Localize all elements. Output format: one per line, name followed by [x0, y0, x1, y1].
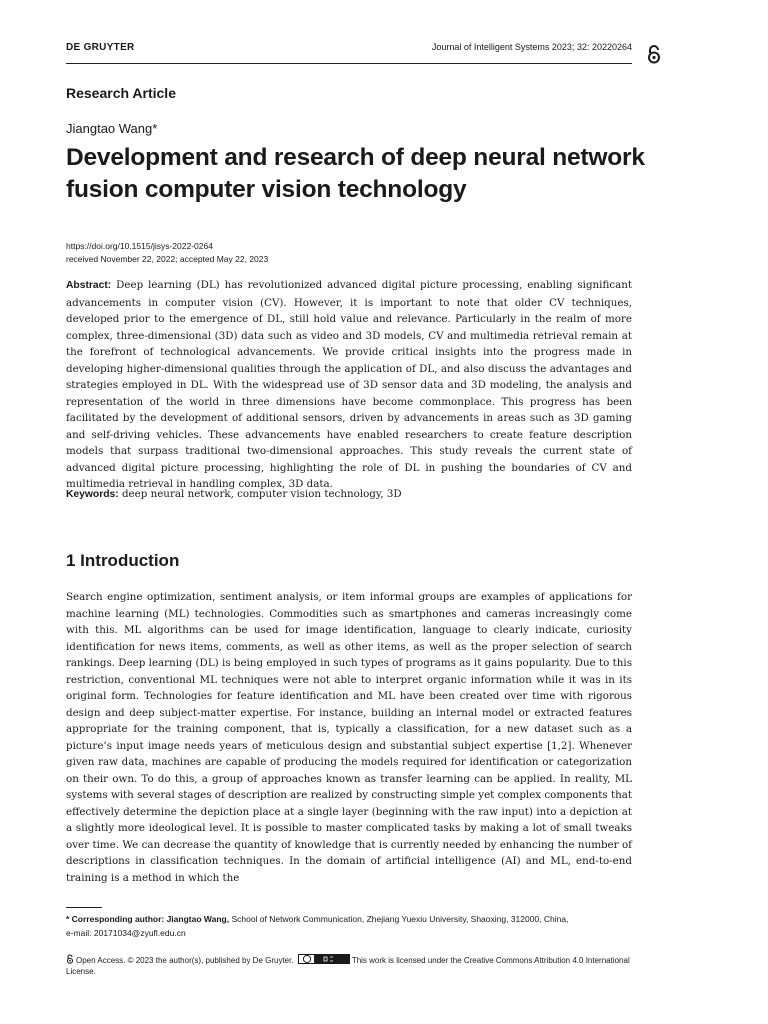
keywords	[66, 486, 632, 504]
abstract	[66, 277, 632, 493]
doi-link[interactable]: https://doi.org/10.1515/jisys-2022-0264	[66, 241, 213, 251]
running-header	[66, 41, 632, 64]
journal-reference: Journal of Intelligent Systems 2023; 32: 20220264	[431, 42, 632, 52]
keywords-label: Keywords:	[66, 489, 119, 500]
section-heading-introduction: 1 Introduction	[66, 551, 180, 570]
corresponding-author-footnote	[66, 912, 632, 940]
license-text-part2: This work is licensed under the Creative Commons Attribution 4.0 International License.	[66, 956, 630, 976]
open-access-icon	[66, 954, 74, 964]
author-name: Jiangtao Wang*	[66, 121, 158, 136]
license-text-part1: Open Access. © 2023 the author(s), published by De Gruyter.	[76, 956, 294, 965]
cc-by-license-icon[interactable]	[298, 954, 350, 964]
footnote-label: * Corresponding author: Jiangtao Wang,	[66, 914, 230, 924]
footnote-affiliation: School of Network Communication, Zhejiang Yuexiu University, Shaoxing, 312000, China,	[231, 914, 569, 924]
publisher-name: DE GRUYTER	[66, 42, 135, 53]
license-notice	[66, 954, 632, 977]
received-accepted-dates: received November 22, 2022; accepted May 22, 2023	[66, 254, 269, 264]
keywords-text: deep neural network, computer vision technology, 3D	[121, 488, 402, 500]
abstract-label: Abstract:	[66, 280, 112, 291]
abstract-text: Deep learning (DL) has revolutionized advanced digital picture processing, enabling significant advancements in computer vision (CV). However, it is important to note that older CV techniques, developed prior to the emergence of DL, still hold value and relevance. Particularly in the realm of more complex, three-dimensional (3D) data such as video and 3D models, CV and multimedia retrieval remain at the forefront of technological advancements. We provide critical insights into the progress made in developing higher-dimensional qualities through the application of DL, and also discuss the advantages and strategies employed in DL. With the widespread use of 3D sensor data and 3D modeling, the analysis and representation of the world in three dimensions have become commonplace. This progress has been facilitated by the development of additional sensors, driven by advancements in areas such as 3D gaming and self-driving vehicles. These advancements have enabled researchers to create feature description models that surpass traditional two-dimensional approaches. This study reveals the current state of advanced digital picture processing, highlighting the role of DL in pushing the boundaries of CV and multimedia retrieval in handling complex, 3D data.	[66, 279, 633, 490]
article-type: Research Article	[66, 85, 176, 101]
article-meta	[66, 240, 268, 266]
footnote-divider	[66, 907, 102, 908]
article-title: Development and research of deep neural network fusion computer vision technology	[66, 144, 645, 203]
introduction-paragraph: Search engine optimization, sentiment analysis, or item informal groups are examples of applications for machine learning (ML) technologies. Commodities such as smartphones and cameras increasingly come with this. ML algorithms can be used for image identification, language to clearly indicate, curiosity identification for news items, comments, as well as other items, as well as the proper selection of search rankings. Deep learning (DL) is being employed in such types of programs as it gains popularity. Due to this restriction, conventional ML techniques were not able to interpret organic information while it was in its original form. Technologies for feature identification and ML have been created over time with rigorous design and deep subject-matter expertise. For instance, building an internal model or extracted features appropriate for the training component, that is, typically a classification, for a new dataset such as a picture’s input image needs years of meticulous design and substantial subject expertise [1,2]. Whenever given raw data, machines are capable of producing the models required for identification or categorization on their own. To do this, a group of approaches known as transfer learning can be applied. In reality, ML systems with several stages of description are realized by constructing simple yet complex components that effectively determine the depiction place at a single layer (beginning with the raw input) into a depiction at a slightly more ideological level. It is possible to master complicated tasks by making a lot of small tweaks over time. We can decrease the quantity of knowledge that is currently needed by enhancing the number of descriptions in classification techniques. In the domain of artificial intelligence (AI) and ML, end-to-end training is a method in which the	[66, 591, 632, 884]
open-access-lock-icon	[646, 44, 662, 64]
footnote-email[interactable]: e-mail: 20171034@zyufl.edu.cn	[66, 928, 186, 938]
